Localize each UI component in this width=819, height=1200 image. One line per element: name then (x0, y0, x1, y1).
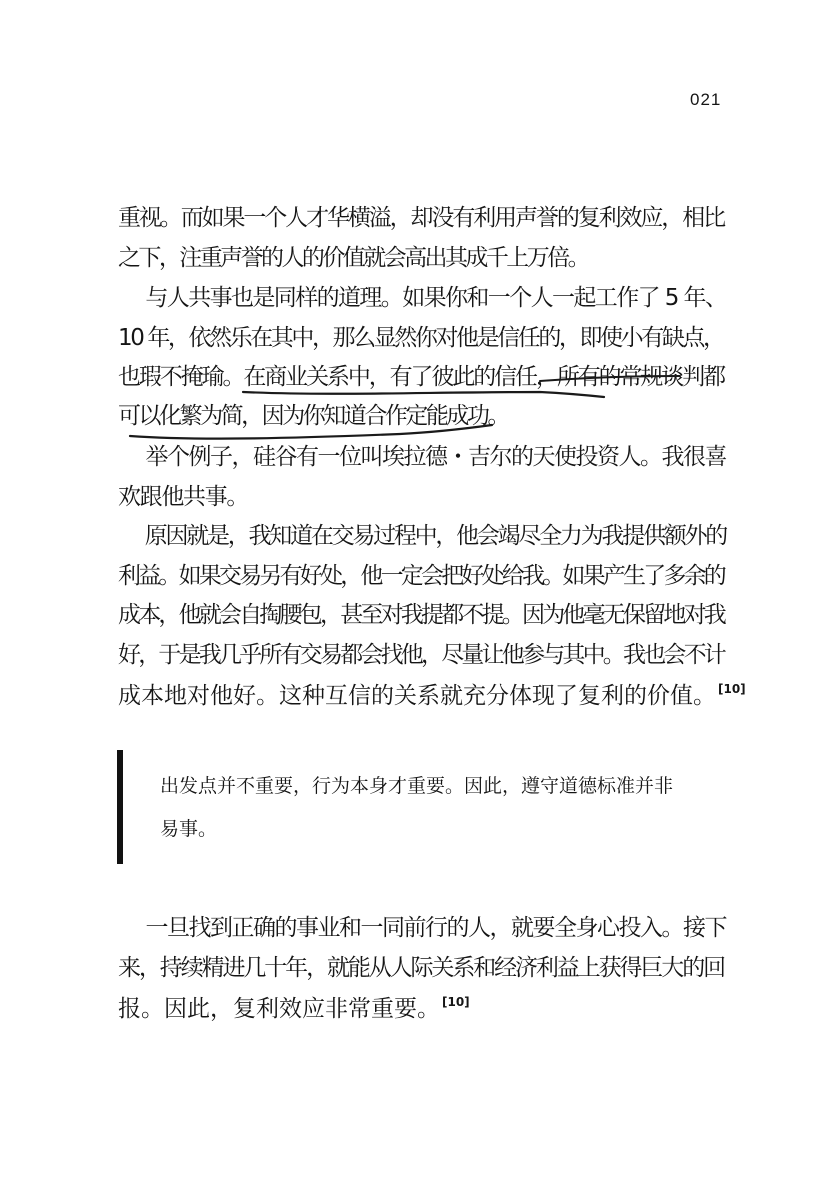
text-line: 好，于是我几乎所有交易都会找他，尽量让他参与其中。我也会不计 (118, 642, 725, 668)
footnote-marker: [10] (442, 995, 470, 1009)
text-line: 10 年，依然乐在其中，那么显然你对他是信任的，即使小有缺点， (118, 325, 724, 351)
text-line: 举个例子，硅谷有一位叫埃拉德・吉尔的天使投资人。我很喜 (124, 444, 726, 470)
text-line: 原因就是，我知道在交易过程中，他会竭尽全力为我提供额外的 (124, 523, 726, 549)
text-line: 与人共事也是同样的道理。如果你和一个人一起工作了 5 年、 (124, 285, 727, 311)
pull-quote-line: 出发点并不重要，行为本身才重要。因此，遵守道德标准并非 (160, 775, 674, 797)
handwritten-underline (243, 392, 604, 397)
text-line-content: 报。因此，复利效应非常重要。 (118, 996, 440, 1022)
page-number: 021 (690, 90, 722, 109)
text-line: 欢跟他共事。 (118, 484, 249, 510)
text-line (118, 996, 470, 1021)
footnote-marker: [10] (718, 682, 746, 696)
text-line: 重视。而如果一个人才华横溢，却没有利用声誉的复利效应，相比 (118, 205, 725, 231)
text-line: 成本，他就会自掏腰包，甚至对我提都不提。因为他毫无保留地对我 (118, 602, 725, 628)
text-line: 来，持续精进几十年，就能从人际关系和经济利益上获得巨大的回 (118, 955, 725, 981)
text-line-content: 成本地对他好。这种互信的关系就充分体现了复利的价值。 (118, 683, 716, 709)
pull-quote-bar (117, 750, 123, 864)
text-line: 可以化繁为简，因为你知道合作定能成功。 (118, 403, 509, 429)
text-line (118, 683, 746, 708)
text-line: 之下，注重声誉的人的价值就会高出其成千上万倍。 (118, 245, 589, 271)
pull-quote-line: 易事。 (160, 818, 218, 840)
text-line: 一旦找到正确的事业和一同前行的人，就要全身心投入。接下 (124, 915, 726, 941)
text-line: 也瑕不掩瑜。在商业关系中，有了彼此的信任，所有的常规谈判都 (118, 364, 725, 390)
text-line: 利益。如果交易另有好处，他一定会把好处给我。如果产生了多余的 (118, 563, 725, 589)
